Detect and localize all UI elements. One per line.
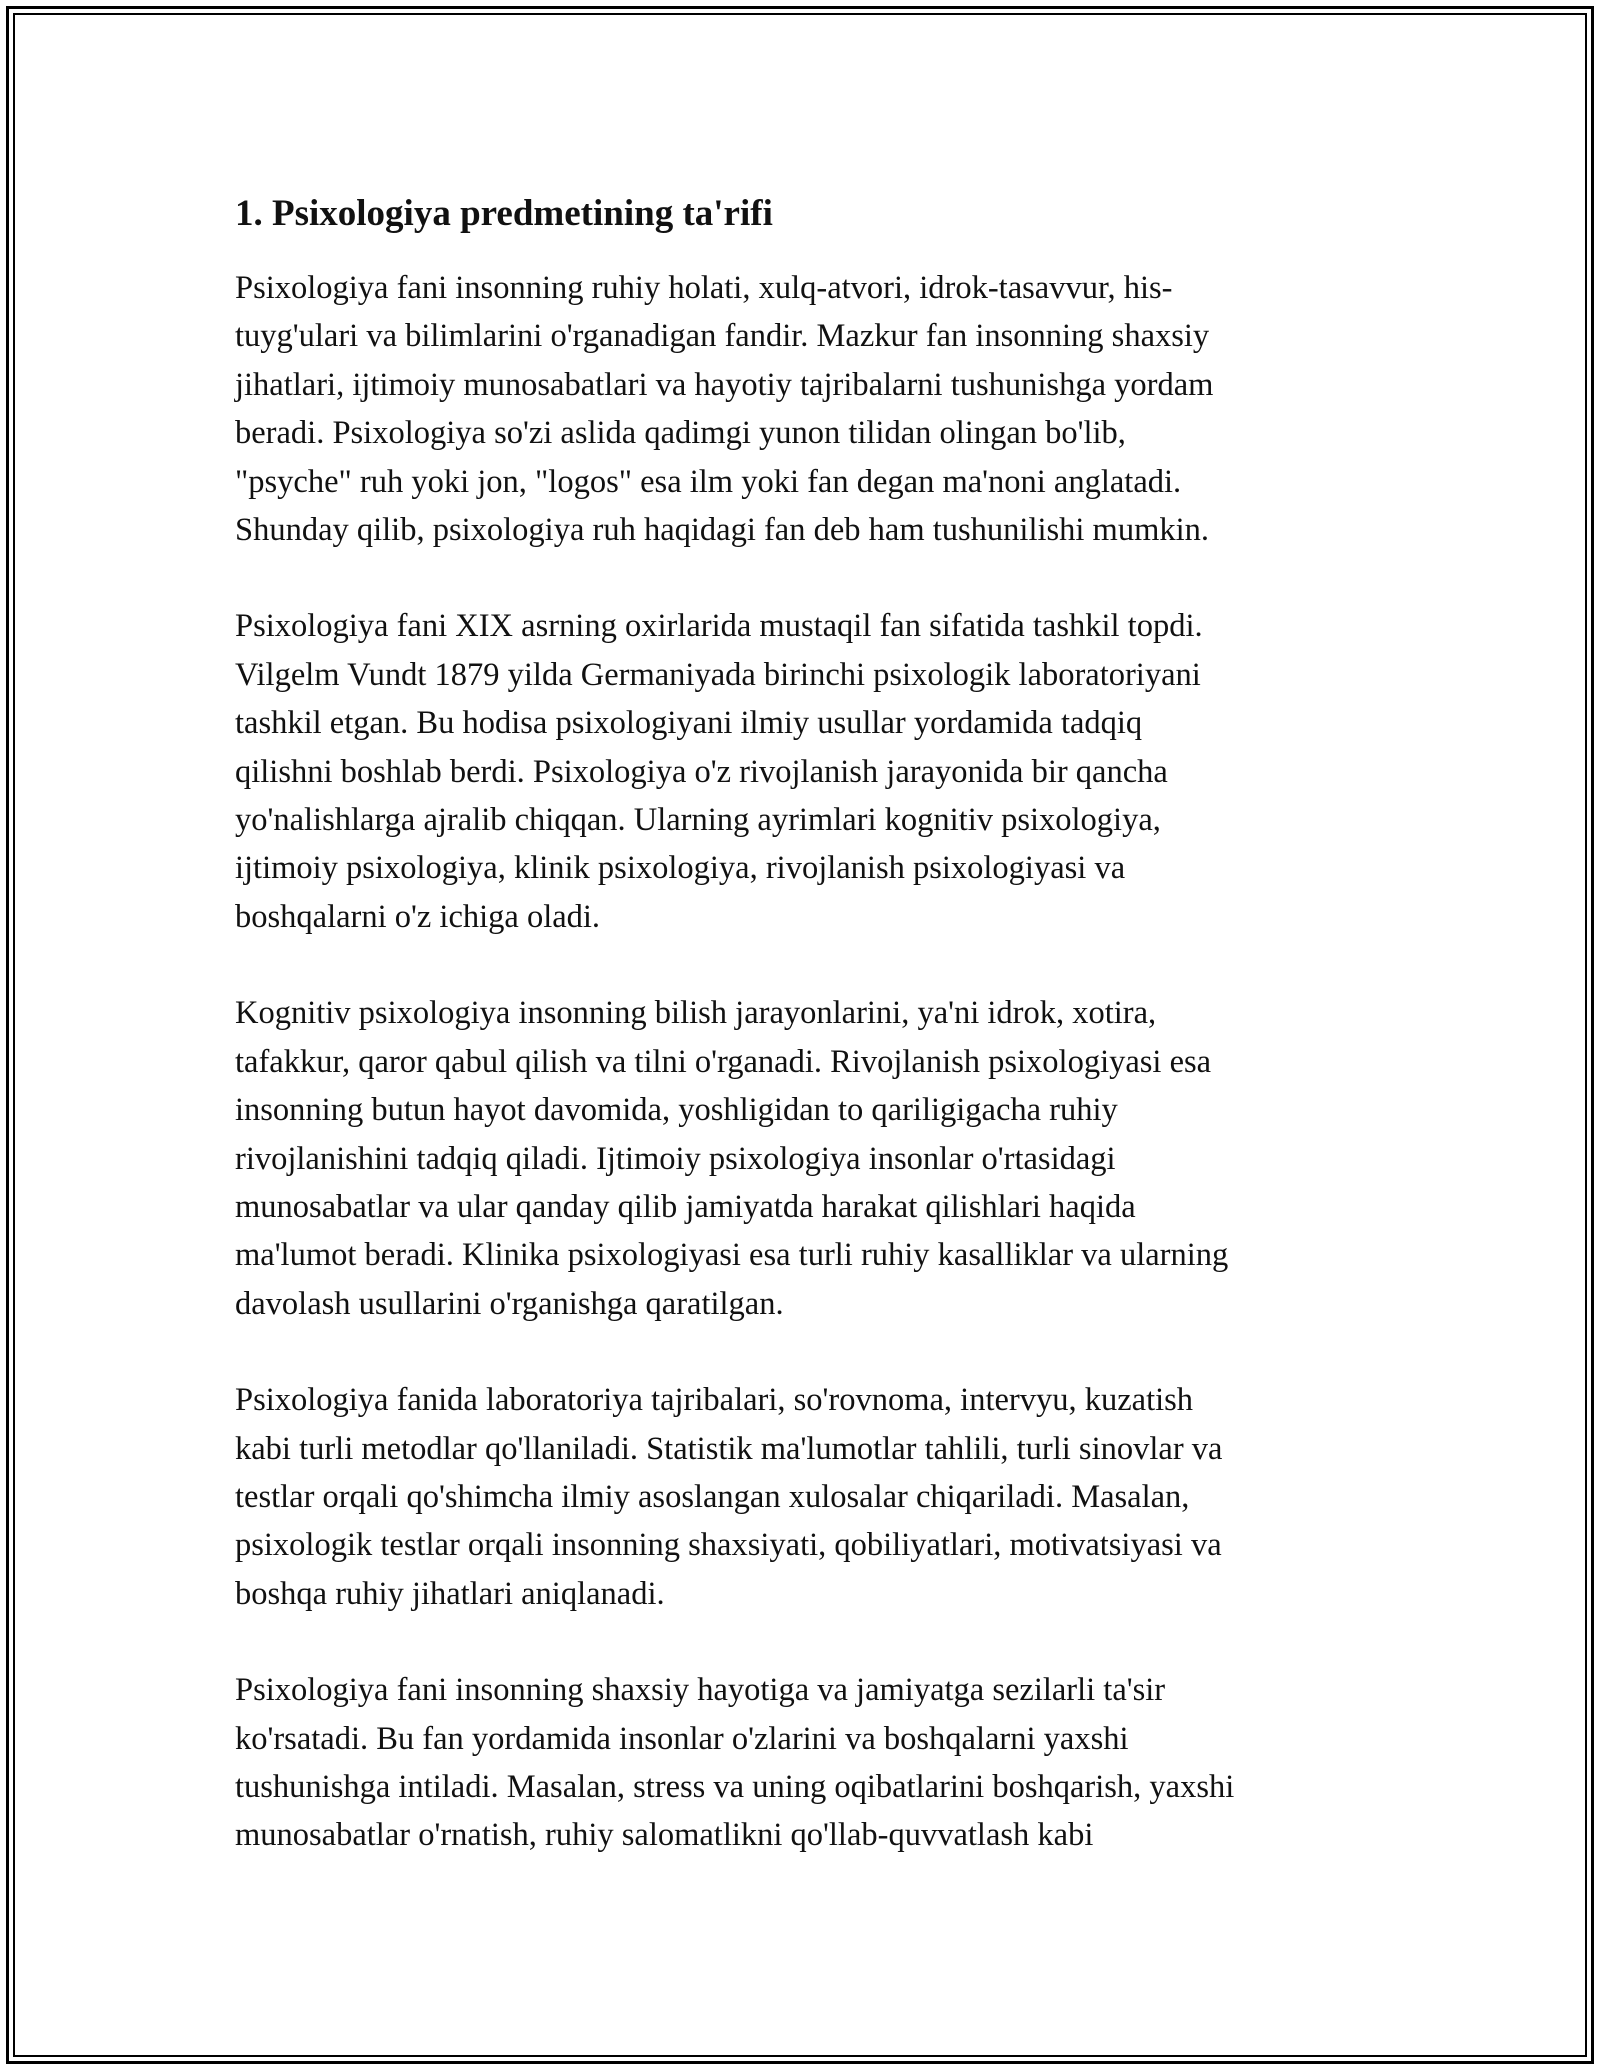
paragraph [235,602,1375,941]
paragraph-line: tafakkur, qaror qabul qilish va tilni o'rganadi. Rivojlanish psixologiyasi esa [235,1043,1212,1080]
paragraph-line: beradi. Psixologiya so'zi aslida qadimgi yunon tilidan olingan bo'lib, [235,415,1126,452]
document-body [235,190,1375,1908]
paragraph-line: tashkil etgan. Bu hodisa psixologiyani ilmiy usullar yordamida tadqiq [235,705,1143,742]
section-heading: 1. Psixologiya predmetining ta'rifi [235,193,773,234]
paragraph-line: rivojlanishini tadqiq qiladi. Ijtimoiy psixologiya insonlar o'rtasidagi [235,1140,1116,1177]
paragraph-line: ijtimoiy psixologiya, klinik psixologiya, rivojlanish psixologiyasi va [235,850,1126,887]
paragraph-line: munosabatlar o'rnatish, ruhiy salomatlikni qo'llab-quvvatlash kabi [235,1817,1094,1854]
paragraph-line: boshqalarni o'z ichiga oladi. [235,898,601,935]
paragraph-line: jihatlari, ijtimoiy munosabatlari va hayotiy tajribalarni tushunishga yordam [235,366,1214,403]
paragraph-line: ma'lumot beradi. Klinika psixologiyasi esa turli ruhiy kasalliklar va ularning [235,1237,1229,1274]
paragraph [235,1376,1375,1618]
paragraph-line: yo'nalishlarga ajralib chiqqan. Ularning ayrimlari kognitiv psixologiya, [235,802,1161,839]
paragraph-line: "psyche" ruh yoki jon, "logos" esa ilm yoki fan degan ma'noni anglatadi. [235,463,1182,500]
paragraph-line: psixologik testlar orqali insonning shaxsiyati, qobiliyatlari, motivatsiyasi va [235,1527,1222,1564]
paragraph-line: Psixologiya fani XIX asrning oxirlarida mustaqil fan sifatida tashkil topdi. [235,608,1203,645]
paragraph-line: insonning butun hayot davomida, yoshligidan to qariligigacha ruhiy [235,1092,1118,1129]
paragraph-line: munosabatlar va ular qanday qilib jamiyatda harakat qilishlari haqida [235,1188,1136,1225]
paragraph [235,1666,1375,1860]
paragraph-line: Vilgelm Vundt 1879 yilda Germaniyada birinchi psixologik laboratoriyani [235,656,1201,693]
paragraph-line: testlar orqali qo'shimcha ilmiy asoslangan xulosalar chiqariladi. Masalan, [235,1478,1190,1515]
paragraph [235,989,1375,1328]
paragraph-line: Psixologiya fanida laboratoriya tajribalari, so'rovnoma, intervyu, kuzatish [235,1382,1194,1419]
paragraph-line: tushunishga intiladi. Masalan, stress va uning oqibatlarini boshqarish, yaxshi [235,1768,1235,1805]
paragraph-line: Psixologiya fani insonning shaxsiy hayotiga va jamiyatga sezilarli ta'sir [235,1672,1166,1709]
paragraph-list [235,264,1375,1860]
paragraph-line: kabi turli metodlar qo'llaniladi. Statistik ma'lumotlar tahlili, turli sinovlar va [235,1430,1223,1467]
paragraph-line: boshqa ruhiy jihatlari aniqlanadi. [235,1575,665,1612]
paragraph-line: ko'rsatadi. Bu fan yordamida insonlar o'zlarini va boshqalarni yaxshi [235,1720,1129,1757]
paragraph-line: qilishni boshlab berdi. Psixologiya o'z rivojlanish jarayonida bir qancha [235,753,1168,790]
paragraph-line: Psixologiya fani insonning ruhiy holati, xulq-atvori, idrok-tasavvur, his- [235,270,1173,306]
paragraph-line: Shunday qilib, psixologiya ruh haqidagi fan deb ham tushunilishi mumkin. [235,512,1210,549]
paragraph-line: tuyg'ulari va bilimlarini o'rganadigan fandir. Mazkur fan insonning shaxsiy [235,318,1210,355]
paragraph-line: davolash usullarini o'rganishga qaratilgan. [235,1285,784,1322]
paragraph [235,264,1375,554]
paragraph-line: Kognitiv psixologiya insonning bilish jarayonlarini, ya'ni idrok, xotira, [235,995,1157,1032]
